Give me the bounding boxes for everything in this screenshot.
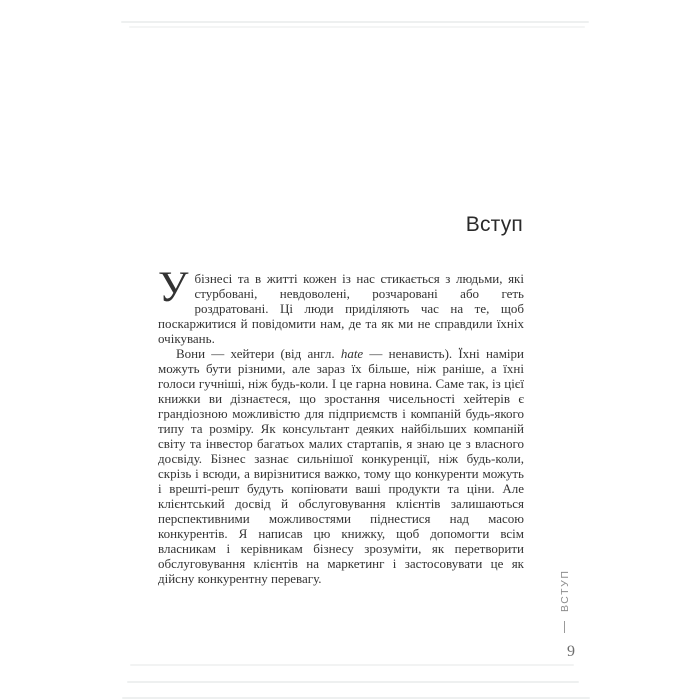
page-edge-line [122, 697, 590, 699]
page-number: 9 [567, 643, 575, 660]
text-run: Вони — хейтери (від англ. [176, 346, 341, 361]
text-run: бізнесі та в житті кожен із нас стикається з людьми, які стурбовані, невдоволені, розчаровані або геть роздратовані. Ці люди приділяють час на те, щоб поскаржитися й повідомити нам, де та як ми не справдили їхніх очікувань. [158, 271, 524, 346]
paragraph-2 [158, 346, 524, 586]
page-edge-line [129, 26, 585, 28]
page-edge-line [130, 664, 574, 666]
page-edge-line [127, 681, 579, 683]
italic-term: hate [340, 346, 364, 361]
page-edge-line [121, 21, 589, 23]
margin-label [557, 555, 572, 633]
body-text [158, 264, 524, 586]
drop-cap: У [158, 264, 189, 311]
paragraph-1 [158, 264, 524, 346]
chapter-title: Вступ [465, 213, 523, 236]
margin-label-text: ВСТУП [558, 569, 571, 612]
margin-rule [564, 621, 565, 633]
text-run: — ненависть). Їхні наміри можуть бути різними, але зараз їх більше, ніж раніше, а їхні голоси гучніші, ніж будь-коли. І це гарна новина. Саме так, із цієї книжки ви дізнаєтеся, що зростання чисельності хейтерів є грандіозною можливістю для підприємств і компаній будь-якого типу та розміру. Як консультант деяких найбільших компаній світу та інвестор багатьох малих стартапів, я знаю це з власного досвіду. Бізнес зазнає сильнішої конкуренції, ніж будь-коли, скрізь і всюди, а вирізнитися важко, тому що конкуренти можуть і врешті-решт будуть копіювати ваші продукти та ціни. Але клієнтський досвід й обслуговування клієнтів залишаються перспективними можливостями піднестися над масою конкурентів. Я написав цю книжку, щоб допомогти всім власникам і керівникам бізнесу зрозуміти, як перетворити обслуговування клієнтів на маркетинг і застосовувати це як дійсну конкурентну перевагу. [158, 346, 524, 586]
